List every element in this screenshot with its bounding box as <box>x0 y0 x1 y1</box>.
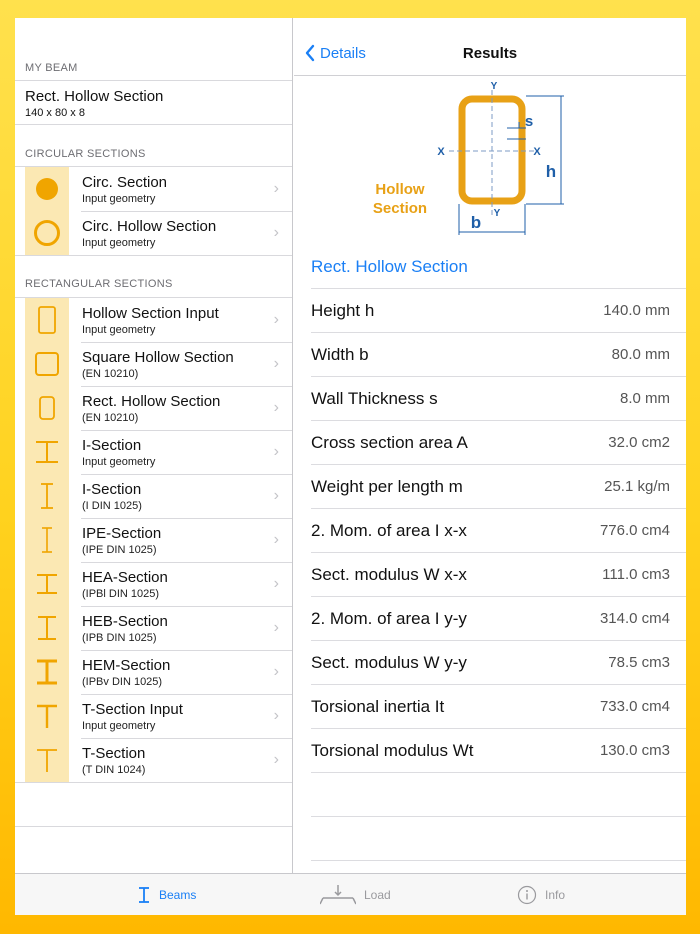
chevron-right-icon: › <box>273 751 279 768</box>
load-icon <box>320 883 356 907</box>
result-label: Wall Thickness s <box>311 389 438 408</box>
list-item-subtitle: (EN 10210) <box>82 368 139 380</box>
page-title: Results <box>462 45 518 62</box>
info-icon <box>517 885 537 905</box>
chevron-right-icon: › <box>273 180 279 197</box>
diagram-caption <box>364 180 436 218</box>
result-row <box>311 508 686 552</box>
heb-beam-icon <box>25 606 69 650</box>
my-beam-dimensions: 140 x 80 x 8 <box>25 107 85 119</box>
list-item-hea-section[interactable] <box>15 562 293 606</box>
divider <box>15 80 292 81</box>
h-dimension-label: h <box>545 162 557 181</box>
list-item-hollow-section-input[interactable] <box>15 298 293 342</box>
list-item-ipe-section[interactable] <box>15 518 293 562</box>
result-value: 80.0 mm <box>611 346 670 363</box>
empty-row <box>311 772 686 816</box>
list-item-t-section-input[interactable] <box>15 694 293 738</box>
result-label: Weight per length m <box>311 477 463 496</box>
hem-beam-icon <box>25 650 69 694</box>
list-item-i-section-input[interactable] <box>15 430 293 474</box>
result-value: 776.0 cm4 <box>599 522 670 539</box>
list-item-title: I-Section <box>82 437 142 454</box>
y-axis-top-label: Y <box>490 81 498 92</box>
square-hollow-icon <box>25 342 69 386</box>
result-value: 111.0 cm3 <box>602 566 670 583</box>
empty-row <box>311 860 686 873</box>
result-label: Torsional inertia It <box>311 697 445 716</box>
y-axis-bottom-label: Y <box>493 208 501 219</box>
result-row <box>311 552 686 596</box>
list-item-subtitle: (IPB DIN 1025) <box>82 632 157 644</box>
list-item-subtitle: (I DIN 1025) <box>82 500 142 512</box>
result-label: Height h <box>311 301 375 320</box>
list-item-title: T-Section <box>82 745 146 762</box>
result-row <box>311 596 686 640</box>
hollow-circle-icon <box>25 211 69 255</box>
list-item-i-section-din[interactable] <box>15 474 293 518</box>
divider <box>15 255 292 256</box>
list-item-subtitle: Input geometry <box>82 324 156 336</box>
section-header-my-beam: MY BEAM <box>25 62 78 74</box>
result-label: Sect. modulus W y-y <box>311 653 467 672</box>
list-item-title: Hollow Section Input <box>82 305 219 322</box>
list-item-title: Square Hollow Section <box>82 349 234 366</box>
tab-load[interactable] <box>320 874 391 915</box>
list-item-subtitle: Input geometry <box>82 193 156 205</box>
s-dimension-label: s <box>524 113 534 130</box>
chevron-right-icon: › <box>273 619 279 636</box>
list-item-title: I-Section <box>82 481 142 498</box>
result-row <box>311 640 686 684</box>
list-item-title: HEA-Section <box>82 569 168 586</box>
results-panel <box>294 18 686 873</box>
tab-bar <box>15 873 686 915</box>
result-label: 2. Mom. of area I y-y <box>311 609 467 628</box>
result-value: 314.0 cm4 <box>599 610 670 627</box>
i-beam-wide-icon <box>25 430 69 474</box>
i-beam-icon <box>137 885 151 905</box>
empty-row <box>311 816 686 860</box>
chevron-right-icon: › <box>273 531 279 548</box>
result-label: Torsional modulus Wt <box>311 741 474 760</box>
list-item-hem-section[interactable] <box>15 650 293 694</box>
result-value: 8.0 mm <box>619 390 670 407</box>
chevron-right-icon: › <box>273 663 279 680</box>
result-row <box>311 728 686 772</box>
tab-label: Info <box>545 888 566 902</box>
result-row <box>311 288 686 332</box>
tall-hollow-rect-icon <box>25 298 69 342</box>
section-header-rectangular: RECTANGULAR SECTIONS <box>25 278 173 290</box>
chevron-right-icon: › <box>273 311 279 328</box>
tab-beams[interactable] <box>137 874 196 915</box>
beam-list-panel <box>15 18 293 873</box>
ipe-beam-icon <box>25 518 69 562</box>
chevron-right-icon: › <box>273 355 279 372</box>
list-item-subtitle: (IPBl DIN 1025) <box>82 588 160 600</box>
result-value: 78.5 cm3 <box>608 654 670 671</box>
hollow-section-diagram <box>364 78 594 243</box>
list-item-subtitle: (IPE DIN 1025) <box>82 544 157 556</box>
list-item-heb-section[interactable] <box>15 606 293 650</box>
result-row <box>311 684 686 728</box>
t-beam-icon <box>25 694 69 738</box>
list-item-circ-hollow-section[interactable] <box>15 211 293 255</box>
navigation-bar <box>294 18 686 76</box>
i-beam-icon <box>25 474 69 518</box>
hea-beam-icon <box>25 562 69 606</box>
list-item-square-hollow-section[interactable] <box>15 342 293 386</box>
filled-circle-icon <box>25 167 69 211</box>
list-item-subtitle: Input geometry <box>82 456 156 468</box>
list-item-subtitle: (T DIN 1024) <box>82 764 146 776</box>
result-label: Cross section area A <box>311 433 468 452</box>
chevron-right-icon: › <box>273 487 279 504</box>
list-item-title: T-Section Input <box>82 701 183 718</box>
back-button-label: Details <box>320 44 366 62</box>
my-beam-title: Rect. Hollow Section <box>25 88 164 105</box>
result-value: 25.1 kg/m <box>604 478 670 495</box>
result-value: 140.0 mm <box>603 302 670 319</box>
list-item-title: IPE-Section <box>82 525 162 542</box>
result-value: 733.0 cm4 <box>599 698 670 715</box>
result-row <box>311 376 686 420</box>
x-axis-right-label: X <box>533 146 541 158</box>
list-item-title: HEM-Section <box>82 657 171 674</box>
divider <box>15 826 292 827</box>
result-row <box>311 332 686 376</box>
list-item-title: HEB-Section <box>82 613 168 630</box>
chevron-right-icon: › <box>273 575 279 592</box>
result-label: 2. Mom. of area I x-x <box>311 521 467 540</box>
x-axis-left-label: X <box>437 146 445 158</box>
divider <box>15 782 292 783</box>
section-header-circular: CIRCULAR SECTIONS <box>25 148 146 160</box>
result-label: Sect. modulus W x-x <box>311 565 467 584</box>
diagram-caption-line: Hollow <box>375 181 425 198</box>
tab-label: Beams <box>159 888 197 902</box>
list-item-subtitle: (IPBv DIN 1025) <box>82 676 163 688</box>
result-row <box>311 420 686 464</box>
tab-label: Load <box>364 888 391 902</box>
result-row <box>311 464 686 508</box>
result-label: Width b <box>311 345 369 364</box>
result-value: 130.0 cm3 <box>599 742 670 759</box>
divider <box>15 124 292 125</box>
list-item-subtitle: (EN 10210) <box>82 412 139 424</box>
result-value: 32.0 cm2 <box>608 434 670 451</box>
tab-info[interactable] <box>517 874 565 915</box>
diagram-caption-line: Section <box>372 200 428 217</box>
list-item-circ-section[interactable] <box>15 167 293 211</box>
beam-name: Rect. Hollow Section <box>311 257 468 276</box>
rect-hollow-icon <box>25 386 69 430</box>
chevron-right-icon: › <box>273 399 279 416</box>
list-item-t-section-din[interactable] <box>15 738 293 782</box>
b-dimension-label: b <box>470 213 482 232</box>
list-item-title: Rect. Hollow Section <box>82 393 221 410</box>
app-window <box>15 18 686 915</box>
chevron-right-icon: › <box>273 707 279 724</box>
list-item-title: Circ. Section <box>82 174 168 191</box>
chevron-right-icon: › <box>273 443 279 460</box>
list-item-subtitle: Input geometry <box>82 720 156 732</box>
list-item-title: Circ. Hollow Section <box>82 218 217 235</box>
t-beam-thin-icon <box>25 738 69 782</box>
list-item-rect-hollow-section[interactable] <box>15 386 293 430</box>
list-item-subtitle: Input geometry <box>82 237 156 249</box>
chevron-right-icon: › <box>273 224 279 241</box>
